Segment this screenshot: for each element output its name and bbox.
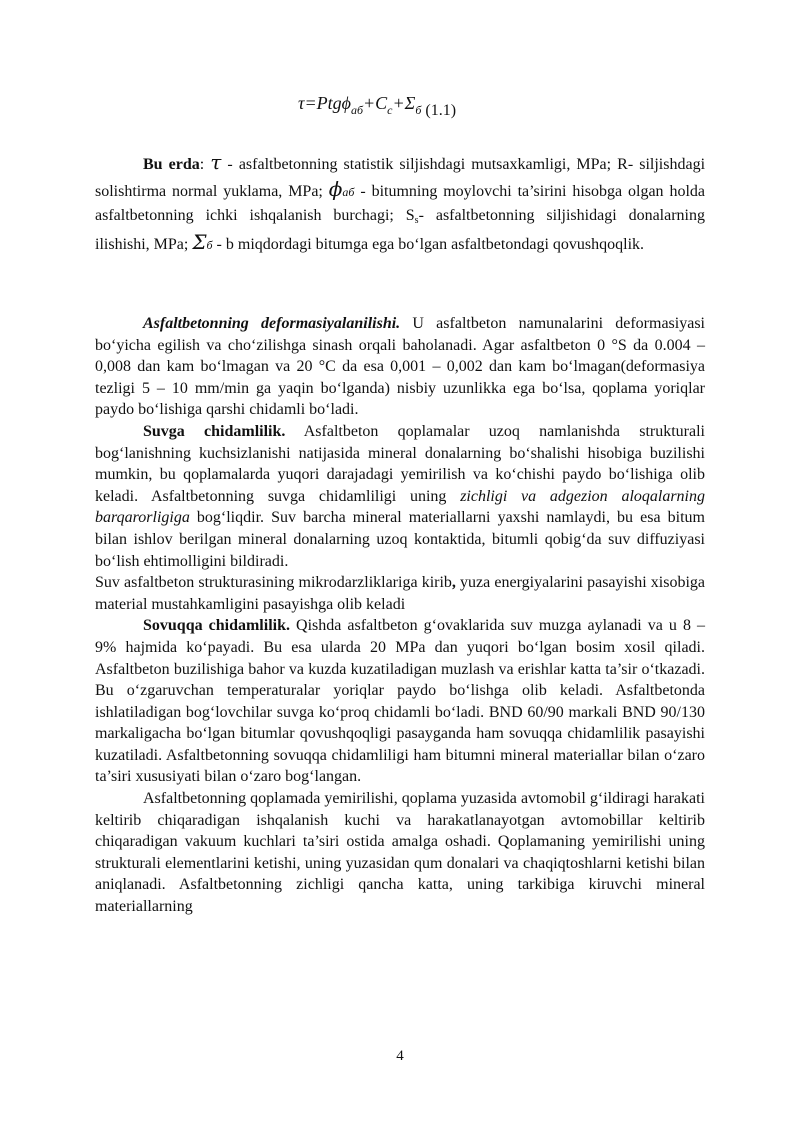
formula-tau: τ xyxy=(298,93,305,113)
colon: : xyxy=(199,156,205,173)
phi-subscript: аб xyxy=(342,185,355,199)
definitions-text-3: - asfaltbetonning siljishidagi donalarning ilishishi, MPa; xyxy=(95,207,705,253)
formula-phi: ϕ xyxy=(341,93,351,113)
sigma-symbol: Σ xyxy=(192,230,207,254)
formula-equals: = xyxy=(304,93,317,113)
frost-resistance-heading: Sovuqqa chidamlilik. xyxy=(143,617,290,635)
formula-c-subscript: c xyxy=(387,103,393,117)
definitions-text-4: - b miqdordagi bitumga ega bo‘lgan asfaltbetondagi qovushqoqlik. xyxy=(212,236,645,253)
water-resistance-text-2: bog‘liqdir. Suv barcha mineral materiallarni yaxshi namlaydi, bu esa bitum bilan ishlov berilgan mineral donalarning uzoq kontaktida, bitumli qobig‘da suv diffuziyasi bo‘lish ehtimolligini bildiradi. xyxy=(95,509,705,570)
paragraph-frost-resistance xyxy=(95,615,705,788)
wear-text: Asfaltbetonning qoplamada yemirilishi, qoplama yuzasida avtomobil g‘ildiragi harakati keltirib chiqaradigan ishqalanish kuchi va harakatlanayotgan avtomobillar keltirib chiqaradigan vakuum kuchlari ta’siri ostida amalga oshadi. Qoplamaning yemirilishi uning strukturali elementlarini ketishi, uning yuzasidan qum donalari va chaqiqtoshlarni ketishi bilan aniqlanadi. Asfaltbetonning zichligi qancha katta, uning tarkibiga kiruvchi mineral materiallarning xyxy=(95,790,705,916)
formula-phi-subscript: аб xyxy=(350,103,363,117)
equation-number: (1.1) xyxy=(425,102,457,119)
bu-erda-label: Bu erda xyxy=(143,156,200,173)
deformation-heading: Asfaltbetonning deformasiyalanilishi. xyxy=(143,315,401,332)
paragraph-definitions xyxy=(95,150,705,257)
water-resistance-text-1: Asfaltbeton qoplamalar uzoq namlanishda strukturali bog‘lanishning kuchsizlanishi natijasida mineral donalarning bo‘shalishi hisobiga buzilishi mumkin, bu qoplamalarda yuqori darajadagi yemirilish va ko‘chishi paydo bo‘lishiga olib keladi. Asfaltbetonning suvga chidamliligi uning xyxy=(95,422,706,505)
formula-sigma: Σ xyxy=(404,93,416,113)
microcracks-comma: , xyxy=(451,574,456,592)
formula-c: C xyxy=(375,93,388,113)
formula-sigma-subscript: б xyxy=(415,103,422,117)
microcracks-text-2: yuza energiyalarini pasayishi xisobiga material mustahkamligini pasayishga olib keladi xyxy=(95,574,705,613)
water-resistance-italic: zichligi va adgezion aloqalarning barqarorligiga xyxy=(95,487,706,527)
s-subscript: s xyxy=(414,215,419,226)
paragraph-microcracks xyxy=(95,572,705,615)
deformation-text: U asfaltbeton namunalarini deformasiyasi bo‘yicha egilish va cho‘zilishga sinash orqali baholanadi. Agar asfaltbeton 0 °S da 0.004 – 0,008 dan kam bo‘lmagan va 20 °C da esa 0,001 – 0,002 dan kam bo‘lmagan(deformasiya tezligi 5 – 10 mm/min ga yaqin bo‘lganda) nisbiy uzunlikka ega bo‘lsa, qoplama yoriqlar paydo bo‘lishiga qarshi chidamli bo‘ladi. xyxy=(95,315,705,419)
water-resistance-heading: Suvga chidamlilik. xyxy=(143,422,286,440)
page-number: 4 xyxy=(396,1048,404,1064)
tau-symbol: τ xyxy=(210,150,222,174)
paragraph-deformation xyxy=(95,313,705,421)
formula-ptg: Ptg xyxy=(316,93,342,113)
paragraph-wear xyxy=(95,788,705,918)
formula-plus-1: + xyxy=(362,93,376,113)
sigma-subscript: б xyxy=(206,238,213,252)
formula-1-1 xyxy=(298,93,558,133)
definitions-text-2: - bitumning moylovchi ta’sirini hisobga olgan holda asfaltbetonning ichki ishqalanish burchagi; S xyxy=(95,183,705,224)
paragraph-water-resistance xyxy=(95,421,705,572)
phi-symbol: ϕ xyxy=(328,177,343,201)
main-text xyxy=(95,313,705,918)
definitions-text-1: - asfaltbetonning statistik siljishdagi mutsaxkamligi, MPa; R- siljishdagi solishtirma normal yuklama, MPa; xyxy=(95,156,706,200)
microcracks-text-1: Suv asfaltbeton strukturasining mikrodarzliklariga kirib xyxy=(95,574,452,592)
formula-plus-2: + xyxy=(392,93,405,113)
frost-resistance-text: Qishda asfaltbeton g‘ovaklarida suv muzga aylanadi va u 8 – 9% hajmida ko‘payadi. Bu esa ularda 20 MPa dan yuqori bo‘lgan bosim xosil qiladi. Asfaltbeton buzilishiga bahor va kuzda kuzatiladigan muzlash va erishlar katta ta’sir o‘tkazadi. Bu o‘zgaruvchan temperaturalar yoriqlar paydo bo‘lishga olib keladi. Asfaltbetonda ishlatiladigan bog‘lovchilar suvga ko‘proq chidamli bo‘ladi. BND 60/90 markali BND 90/130 markaligacha bo‘lgan bitumlar qovushqoqligi pasayganda ham sovuqqa chidamlilik pasayishi kuzatiladi. Asfaltbetonning sovuqqa chidamliligi ham bitumni mineral materiallar bilan o‘zaro ta’siri xususiyati bilan o‘zaro bog‘langan. xyxy=(95,617,706,786)
